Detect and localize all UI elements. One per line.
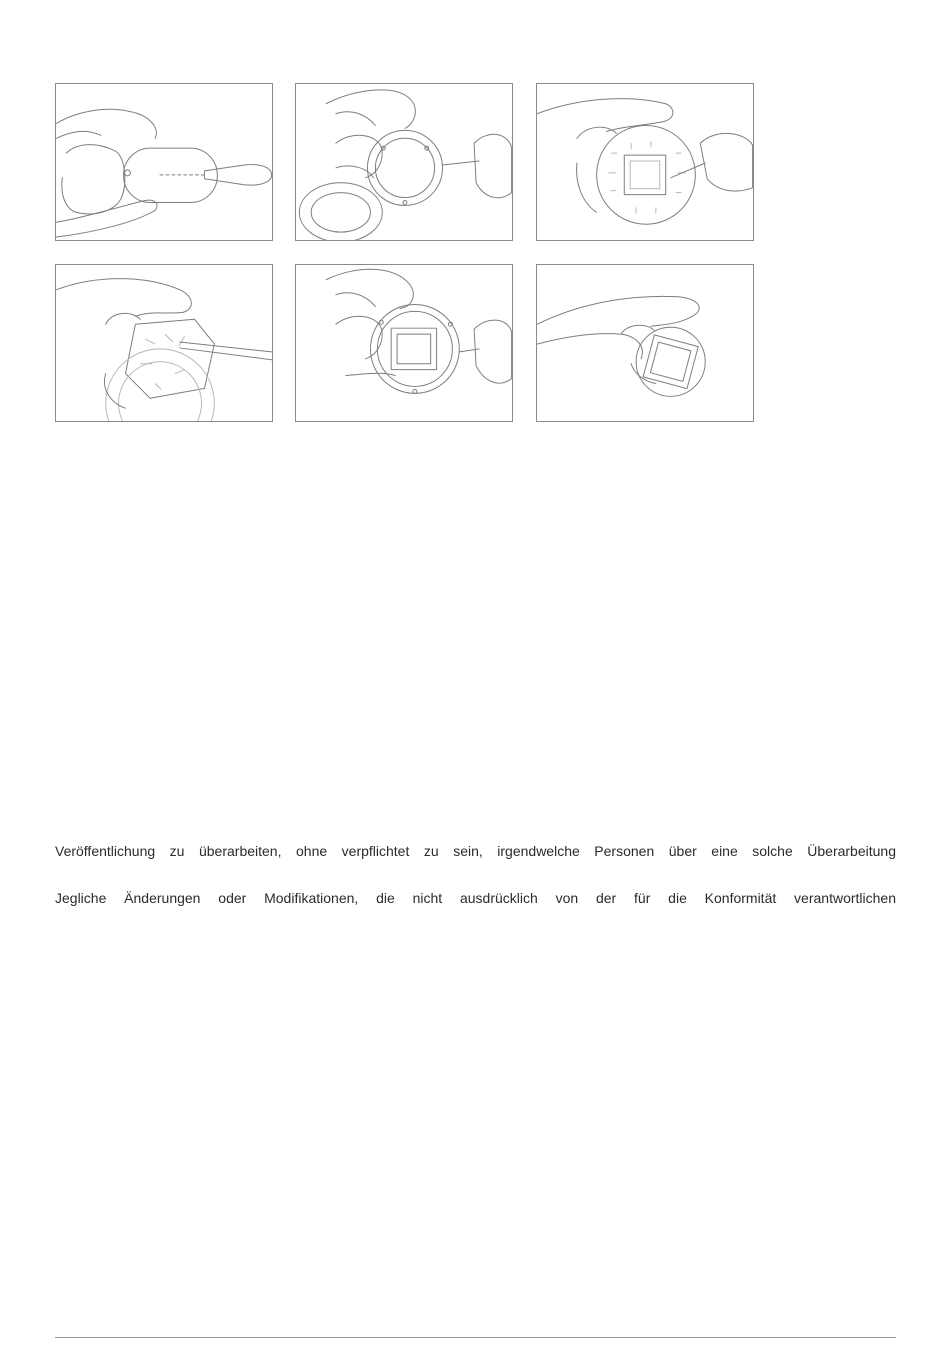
- body-text-line-2: Jegliche Änderungen oder Modifikationen, die nicht ausdrücklich von der für die Konformität verantwortlichen: [55, 890, 896, 906]
- hand-unscrewing-ring-icon: [296, 84, 512, 240]
- hand-lifting-circuit-board-icon: [56, 265, 272, 421]
- illustration-step-6: [536, 264, 754, 422]
- illustration-step-3: [536, 83, 754, 241]
- illustration-step-2: [295, 83, 513, 241]
- hand-unscrewing-circuit-board-icon: [537, 84, 753, 240]
- illustration-step-4: [55, 264, 273, 422]
- hand-opening-casing-icon: [56, 84, 272, 240]
- hand-unscrewing-lens-icon: [296, 265, 512, 421]
- footer-divider: [55, 1337, 896, 1338]
- body-text-line-1: Veröffentlichung zu überarbeiten, ohne verpflichtet zu sein, irgendwelche Personen über eine solche Überarbeitung: [55, 843, 896, 859]
- illustration-step-1: [55, 83, 273, 241]
- illustration-step-5: [295, 264, 513, 422]
- hand-holding-lens-module-icon: [537, 265, 753, 421]
